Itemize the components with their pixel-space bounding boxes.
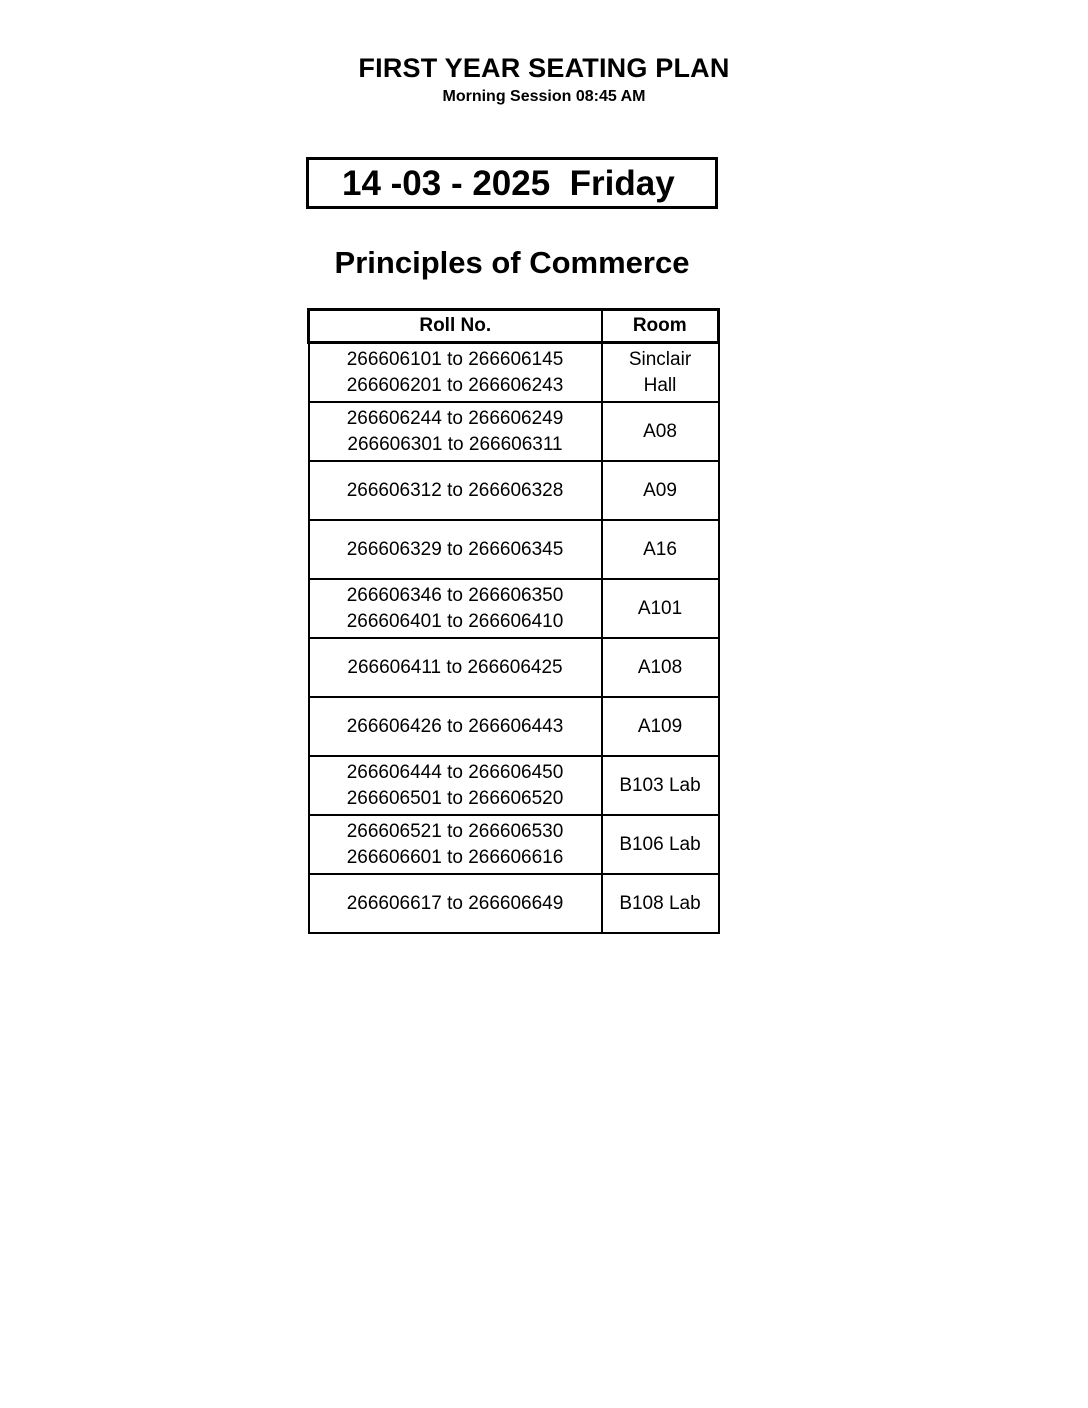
roll-range: 266606346 to 266606350 <box>346 584 564 606</box>
roll-range-cell <box>309 756 602 815</box>
room-cell <box>602 697 719 756</box>
room-cell <box>602 756 719 815</box>
room-cell <box>602 815 719 874</box>
roll-range: 266606301 to 266606311 <box>347 433 563 455</box>
column-header-roll-no: Roll No. <box>309 310 602 343</box>
column-header-room: Room <box>602 310 719 343</box>
roll-range: 266606501 to 266606520 <box>346 787 564 809</box>
table-row <box>309 874 719 933</box>
roll-range: 266606312 to 266606328 <box>346 479 564 501</box>
room-name: A101 <box>637 597 683 619</box>
table-row <box>309 697 719 756</box>
table-row <box>309 402 719 461</box>
seating-table <box>307 308 720 934</box>
roll-range: 266606444 to 266606450 <box>346 761 564 783</box>
roll-range-cell <box>309 638 602 697</box>
date-box <box>306 157 718 209</box>
roll-range: 266606201 to 266606243 <box>346 374 564 396</box>
room-name: A09 <box>643 479 677 501</box>
subject-heading: Principles of Commerce <box>334 245 690 280</box>
roll-range: 266606411 to 266606425 <box>347 656 563 678</box>
roll-range-cell <box>309 874 602 933</box>
table-row <box>309 638 719 697</box>
room-cell <box>602 874 719 933</box>
roll-range-cell <box>309 815 602 874</box>
room-name: B108 Lab <box>619 892 701 914</box>
seating-table-body <box>309 343 719 934</box>
roll-range: 266606521 to 266606530 <box>346 820 564 842</box>
room-name: B106 Lab <box>619 833 701 855</box>
table-row <box>309 756 719 815</box>
table-header-row <box>309 310 719 343</box>
roll-range: 266606401 to 266606410 <box>346 610 564 632</box>
room-name: A109 <box>637 715 683 737</box>
table-row <box>309 815 719 874</box>
roll-range: 266606617 to 266606649 <box>346 892 564 914</box>
table-row <box>309 520 719 579</box>
room-cell <box>602 579 719 638</box>
page-title: FIRST YEAR SEATING PLAN <box>358 53 730 83</box>
room-name: B103 Lab <box>619 774 701 796</box>
roll-range: 266606101 to 266606145 <box>346 348 564 370</box>
roll-range: 266606601 to 266606616 <box>346 846 564 868</box>
room-cell <box>602 638 719 697</box>
room-cell <box>602 461 719 520</box>
roll-range-cell <box>309 697 602 756</box>
roll-range: 266606329 to 266606345 <box>346 538 564 560</box>
room-cell <box>602 402 719 461</box>
room-name: A16 <box>643 538 677 560</box>
roll-range-cell <box>309 343 602 403</box>
table-row <box>309 579 719 638</box>
roll-range-cell <box>309 520 602 579</box>
session-subtitle: Morning Session 08:45 AM <box>442 88 646 105</box>
room-name: A08 <box>643 420 677 442</box>
roll-range-cell <box>309 402 602 461</box>
roll-range: 266606426 to 266606443 <box>346 715 564 737</box>
roll-range-cell <box>309 579 602 638</box>
room-cell <box>602 520 719 579</box>
room-name: A108 <box>637 656 683 678</box>
exam-date: 14 -03 - 2025 Friday <box>342 164 675 203</box>
room-name: Hall <box>643 374 677 396</box>
table-row <box>309 343 719 403</box>
roll-range-cell <box>309 461 602 520</box>
room-cell <box>602 343 719 403</box>
roll-range: 266606244 to 266606249 <box>346 407 564 429</box>
table-row <box>309 461 719 520</box>
room-name: Sinclair <box>628 348 692 370</box>
